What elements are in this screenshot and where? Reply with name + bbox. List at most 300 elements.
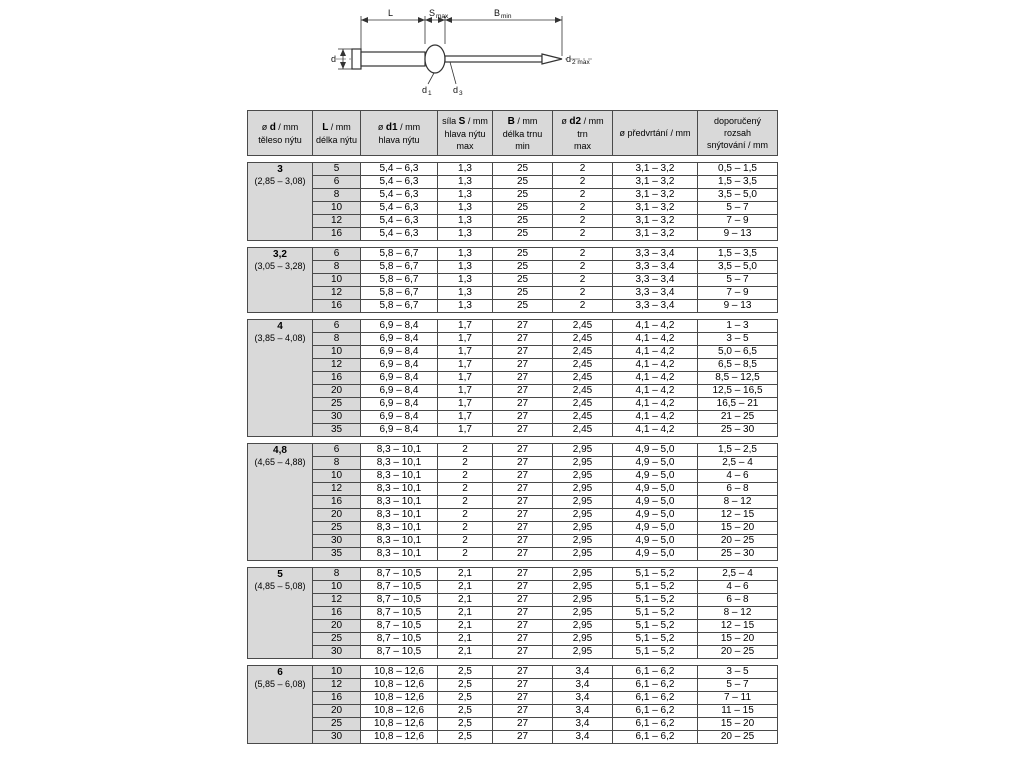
table-row — [248, 189, 778, 202]
cell-predrill-diameter: 5,1 – 5,2 — [613, 633, 698, 646]
cell-mandrel-diameter: 2,45 — [553, 320, 613, 333]
cell-head-diameter: 8,7 – 10,5 — [361, 581, 438, 594]
group-diameter-range: (5,85 – 6,08) — [254, 679, 306, 689]
cell-length: 35 — [313, 548, 361, 561]
cell-length: 16 — [313, 607, 361, 620]
column-header: ø předvrtání / mm — [613, 111, 698, 156]
cell-predrill-diameter: 4,1 – 4,2 — [613, 385, 698, 398]
group-diameter: 5 — [277, 569, 283, 580]
column-header: B / mm délka trnu min — [493, 111, 553, 156]
cell-mandrel-diameter: 2 — [553, 274, 613, 287]
cell-predrill-diameter: 3,3 – 3,4 — [613, 274, 698, 287]
cell-mandrel-diameter: 2,95 — [553, 620, 613, 633]
cell-length: 16 — [313, 300, 361, 313]
cell-length: 10 — [313, 581, 361, 594]
label-d3-sub: 3 — [459, 90, 463, 97]
cell-length: 6 — [313, 248, 361, 261]
cell-predrill-diameter: 4,9 – 5,0 — [613, 457, 698, 470]
table-row — [248, 705, 778, 718]
cell-predrill-diameter: 5,1 – 5,2 — [613, 607, 698, 620]
cell-mandrel-diameter: 2,95 — [553, 633, 613, 646]
cell-mandrel-length: 27 — [493, 522, 553, 535]
table-row — [248, 228, 778, 241]
cell-head-thickness: 1,3 — [438, 287, 493, 300]
label-d: d — [331, 54, 337, 64]
header-row — [248, 111, 778, 156]
cell-mandrel-length: 27 — [493, 705, 553, 718]
cell-rivet-range: 6,5 – 8,5 — [698, 359, 778, 372]
cell-mandrel-diameter: 2,95 — [553, 548, 613, 561]
table-row — [248, 398, 778, 411]
cell-head-diameter: 6,9 – 8,4 — [361, 333, 438, 346]
cell-length: 16 — [313, 228, 361, 241]
cell-predrill-diameter: 5,1 – 5,2 — [613, 646, 698, 659]
table-row — [248, 607, 778, 620]
cell-rivet-range: 25 – 30 — [698, 424, 778, 437]
cell-mandrel-length: 27 — [493, 496, 553, 509]
cell-mandrel-length: 27 — [493, 548, 553, 561]
cell-mandrel-diameter: 2 — [553, 189, 613, 202]
table-row — [248, 320, 778, 333]
cell-head-diameter: 5,8 – 6,7 — [361, 261, 438, 274]
cell-mandrel-diameter: 2 — [553, 300, 613, 313]
cell-mandrel-diameter: 2,95 — [553, 522, 613, 535]
column-header: doporučený rozsah snýtování / mm — [698, 111, 778, 156]
cell-head-thickness: 1,7 — [438, 346, 493, 359]
cell-predrill-diameter: 4,9 – 5,0 — [613, 444, 698, 457]
cell-mandrel-length: 27 — [493, 718, 553, 731]
cell-length: 20 — [313, 509, 361, 522]
cell-rivet-range: 7 – 9 — [698, 215, 778, 228]
cell-rivet-range: 5 – 7 — [698, 274, 778, 287]
cell-head-diameter: 8,3 – 10,1 — [361, 522, 438, 535]
cell-predrill-diameter: 3,1 – 3,2 — [613, 202, 698, 215]
cell-predrill-diameter: 4,1 – 4,2 — [613, 424, 698, 437]
cell-head-thickness: 1,7 — [438, 359, 493, 372]
column-header: ø d / mm těleso nýtu — [248, 111, 313, 156]
cell-rivet-range: 3,5 – 5,0 — [698, 189, 778, 202]
cell-mandrel-diameter: 3,4 — [553, 731, 613, 744]
cell-mandrel-diameter: 3,4 — [553, 692, 613, 705]
cell-predrill-diameter: 5,1 – 5,2 — [613, 581, 698, 594]
cell-length: 16 — [313, 372, 361, 385]
cell-predrill-diameter: 3,1 – 3,2 — [613, 228, 698, 241]
cell-head-diameter: 5,8 – 6,7 — [361, 248, 438, 261]
cell-head-thickness: 1,3 — [438, 300, 493, 313]
cell-head-thickness: 2 — [438, 535, 493, 548]
table-row — [248, 372, 778, 385]
cell-predrill-diameter: 6,1 – 6,2 — [613, 731, 698, 744]
cell-mandrel-diameter: 3,4 — [553, 718, 613, 731]
cell-head-thickness: 2,1 — [438, 646, 493, 659]
leader-d3-line — [450, 62, 456, 84]
cell-head-thickness: 2 — [438, 457, 493, 470]
rivet-group-table — [247, 567, 778, 659]
table-row — [248, 359, 778, 372]
cell-mandrel-diameter: 3,4 — [553, 679, 613, 692]
cell-predrill-diameter: 4,9 – 5,0 — [613, 522, 698, 535]
cell-mandrel-length: 27 — [493, 535, 553, 548]
cell-predrill-diameter: 4,1 – 4,2 — [613, 320, 698, 333]
cell-predrill-diameter: 4,9 – 5,0 — [613, 496, 698, 509]
cell-rivet-range: 6 – 8 — [698, 483, 778, 496]
cell-length: 35 — [313, 424, 361, 437]
cell-rivet-range: 12 – 15 — [698, 509, 778, 522]
cell-mandrel-length: 27 — [493, 444, 553, 457]
cell-head-diameter: 10,8 – 12,6 — [361, 731, 438, 744]
cell-head-diameter: 10,8 – 12,6 — [361, 666, 438, 679]
spec-table-groups — [247, 162, 779, 744]
cell-head-thickness: 1,7 — [438, 333, 493, 346]
cell-predrill-diameter: 3,3 – 3,4 — [613, 248, 698, 261]
table-row — [248, 470, 778, 483]
mandrel-head-shape — [352, 49, 361, 69]
cell-length: 16 — [313, 692, 361, 705]
cell-predrill-diameter: 3,1 – 3,2 — [613, 176, 698, 189]
table-row — [248, 261, 778, 274]
cell-predrill-diameter: 4,9 – 5,0 — [613, 548, 698, 561]
cell-head-diameter: 8,3 – 10,1 — [361, 496, 438, 509]
cell-rivet-range: 0,5 – 1,5 — [698, 163, 778, 176]
cell-predrill-diameter: 4,9 – 5,0 — [613, 470, 698, 483]
cell-head-thickness: 2,5 — [438, 666, 493, 679]
cell-head-thickness: 2 — [438, 548, 493, 561]
cell-mandrel-length: 25 — [493, 163, 553, 176]
cell-head-diameter: 8,7 – 10,5 — [361, 594, 438, 607]
table-row — [248, 333, 778, 346]
cell-mandrel-diameter: 2,95 — [553, 483, 613, 496]
cell-head-thickness: 2,5 — [438, 692, 493, 705]
cell-mandrel-length: 25 — [493, 228, 553, 241]
cell-head-thickness: 1,7 — [438, 320, 493, 333]
cell-mandrel-length: 27 — [493, 359, 553, 372]
cell-rivet-range: 9 – 13 — [698, 228, 778, 241]
cell-rivet-range: 6 – 8 — [698, 594, 778, 607]
cell-rivet-range: 5 – 7 — [698, 202, 778, 215]
cell-mandrel-diameter: 2,95 — [553, 646, 613, 659]
cell-head-thickness: 2,1 — [438, 633, 493, 646]
cell-rivet-range: 12 – 15 — [698, 620, 778, 633]
table-row — [248, 444, 778, 457]
cell-head-thickness: 1,3 — [438, 163, 493, 176]
label-d2: d — [566, 54, 572, 64]
cell-head-thickness: 1,3 — [438, 215, 493, 228]
cell-mandrel-length: 27 — [493, 607, 553, 620]
table-row — [248, 346, 778, 359]
group-diameter-cell — [248, 248, 313, 313]
cell-head-diameter: 10,8 – 12,6 — [361, 718, 438, 731]
rivet-group-table — [247, 162, 778, 241]
cell-length: 8 — [313, 568, 361, 581]
group-diameter-cell — [248, 163, 313, 241]
cell-rivet-range: 1,5 – 3,5 — [698, 176, 778, 189]
cell-mandrel-diameter: 2,45 — [553, 411, 613, 424]
cell-mandrel-diameter: 2,95 — [553, 444, 613, 457]
cell-rivet-range: 25 – 30 — [698, 548, 778, 561]
table-row — [248, 274, 778, 287]
rivet-body-shape — [361, 52, 425, 66]
cell-mandrel-length: 27 — [493, 666, 553, 679]
cell-predrill-diameter: 4,9 – 5,0 — [613, 535, 698, 548]
cell-head-diameter: 8,3 – 10,1 — [361, 483, 438, 496]
cell-head-thickness: 2 — [438, 496, 493, 509]
label-B-sub: min — [501, 13, 512, 20]
cell-head-thickness: 2,1 — [438, 607, 493, 620]
cell-predrill-diameter: 4,1 – 4,2 — [613, 333, 698, 346]
cell-head-thickness: 2,5 — [438, 718, 493, 731]
cell-mandrel-diameter: 2,45 — [553, 398, 613, 411]
cell-mandrel-length: 25 — [493, 261, 553, 274]
cell-head-diameter: 5,4 – 6,3 — [361, 215, 438, 228]
cell-head-diameter: 5,4 – 6,3 — [361, 202, 438, 215]
cell-rivet-range: 1,5 – 3,5 — [698, 248, 778, 261]
rivet-spec-table — [247, 110, 779, 744]
cell-mandrel-length: 25 — [493, 248, 553, 261]
cell-mandrel-diameter: 2,95 — [553, 607, 613, 620]
cell-head-thickness: 2 — [438, 522, 493, 535]
cell-head-diameter: 6,9 – 8,4 — [361, 346, 438, 359]
cell-mandrel-length: 27 — [493, 346, 553, 359]
cell-predrill-diameter: 4,1 – 4,2 — [613, 411, 698, 424]
group-diameter-cell — [248, 666, 313, 744]
cell-predrill-diameter: 4,9 – 5,0 — [613, 509, 698, 522]
cell-head-thickness: 2,5 — [438, 705, 493, 718]
mandrel-shaft-shape — [445, 56, 542, 62]
cell-length: 10 — [313, 666, 361, 679]
group-diameter: 4,8 — [273, 445, 287, 456]
cell-head-diameter: 8,3 – 10,1 — [361, 535, 438, 548]
cell-head-diameter: 10,8 – 12,6 — [361, 692, 438, 705]
cell-mandrel-diameter: 2,45 — [553, 346, 613, 359]
cell-length: 12 — [313, 483, 361, 496]
cell-mandrel-length: 27 — [493, 424, 553, 437]
cell-mandrel-diameter: 2 — [553, 248, 613, 261]
cell-length: 8 — [313, 333, 361, 346]
cell-length: 6 — [313, 176, 361, 189]
cell-head-thickness: 1,7 — [438, 424, 493, 437]
cell-length: 12 — [313, 359, 361, 372]
table-row — [248, 496, 778, 509]
table-row — [248, 633, 778, 646]
cell-head-thickness: 1,3 — [438, 189, 493, 202]
table-row — [248, 548, 778, 561]
cell-length: 30 — [313, 535, 361, 548]
spec-table-header — [247, 110, 778, 156]
cell-rivet-range: 3,5 – 5,0 — [698, 261, 778, 274]
table-row — [248, 535, 778, 548]
cell-predrill-diameter: 6,1 – 6,2 — [613, 666, 698, 679]
cell-rivet-range: 20 – 25 — [698, 731, 778, 744]
cell-mandrel-diameter: 2,95 — [553, 568, 613, 581]
table-row — [248, 679, 778, 692]
cell-head-thickness: 1,7 — [438, 372, 493, 385]
leader-d1-line — [428, 73, 434, 84]
cell-head-thickness: 2 — [438, 444, 493, 457]
cell-length: 6 — [313, 320, 361, 333]
cell-rivet-range: 3 – 5 — [698, 666, 778, 679]
table-row — [248, 300, 778, 313]
group-diameter: 4 — [277, 321, 283, 332]
group-diameter-range: (3,85 – 4,08) — [254, 333, 306, 343]
cell-rivet-range: 15 – 20 — [698, 633, 778, 646]
table-row — [248, 666, 778, 679]
cell-mandrel-length: 25 — [493, 176, 553, 189]
cell-mandrel-diameter: 3,4 — [553, 666, 613, 679]
cell-predrill-diameter: 3,1 – 3,2 — [613, 215, 698, 228]
cell-head-thickness: 1,3 — [438, 228, 493, 241]
cell-predrill-diameter: 6,1 – 6,2 — [613, 705, 698, 718]
cell-mandrel-length: 27 — [493, 581, 553, 594]
cell-head-diameter: 8,7 – 10,5 — [361, 620, 438, 633]
cell-head-thickness: 2,5 — [438, 731, 493, 744]
group-diameter-range: (3,05 – 3,28) — [254, 261, 306, 271]
cell-mandrel-diameter: 2 — [553, 202, 613, 215]
column-header: ø d2 / mm trn max — [553, 111, 613, 156]
rivet-group-table — [247, 665, 778, 744]
table-row — [248, 581, 778, 594]
cell-rivet-range: 8,5 – 12,5 — [698, 372, 778, 385]
label-S-sub: max — [436, 13, 449, 20]
table-row — [248, 411, 778, 424]
table-row — [248, 509, 778, 522]
cell-head-thickness: 1,7 — [438, 411, 493, 424]
cell-length: 12 — [313, 594, 361, 607]
cell-head-thickness: 2,5 — [438, 679, 493, 692]
cell-mandrel-diameter: 2,45 — [553, 424, 613, 437]
column-header: L / mm délka nýtu — [313, 111, 361, 156]
cell-head-thickness: 2,1 — [438, 568, 493, 581]
table-row — [248, 424, 778, 437]
cell-head-diameter: 10,8 – 12,6 — [361, 705, 438, 718]
cell-mandrel-length: 27 — [493, 398, 553, 411]
table-row — [248, 287, 778, 300]
column-header: síla S / mm hlava nýtu max — [438, 111, 493, 156]
cell-rivet-range: 11 – 15 — [698, 705, 778, 718]
cell-head-thickness: 2,1 — [438, 594, 493, 607]
cell-predrill-diameter: 4,1 – 4,2 — [613, 398, 698, 411]
cell-head-diameter: 6,9 – 8,4 — [361, 398, 438, 411]
table-row — [248, 457, 778, 470]
table-row — [248, 522, 778, 535]
group-diameter-range: (4,65 – 4,88) — [254, 457, 306, 467]
cell-predrill-diameter: 4,1 – 4,2 — [613, 359, 698, 372]
cell-predrill-diameter: 3,1 – 3,2 — [613, 163, 698, 176]
cell-mandrel-length: 27 — [493, 483, 553, 496]
label-d2-sub: 2 max — [572, 59, 590, 66]
cell-predrill-diameter: 3,3 – 3,4 — [613, 261, 698, 274]
cell-mandrel-length: 27 — [493, 679, 553, 692]
cell-head-diameter: 5,8 – 6,7 — [361, 300, 438, 313]
cell-mandrel-length: 27 — [493, 411, 553, 424]
table-row — [248, 202, 778, 215]
mandrel-tip-shape — [542, 54, 562, 64]
cell-head-diameter: 6,9 – 8,4 — [361, 385, 438, 398]
cell-mandrel-length: 27 — [493, 620, 553, 633]
cell-head-diameter: 8,7 – 10,5 — [361, 607, 438, 620]
cell-rivet-range: 15 – 20 — [698, 718, 778, 731]
cell-mandrel-diameter: 2 — [553, 215, 613, 228]
cell-rivet-range: 12,5 – 16,5 — [698, 385, 778, 398]
cell-head-diameter: 5,4 – 6,3 — [361, 228, 438, 241]
cell-rivet-range: 2,5 – 4 — [698, 457, 778, 470]
cell-length: 25 — [313, 718, 361, 731]
cell-mandrel-diameter: 2,95 — [553, 470, 613, 483]
cell-head-diameter: 8,7 – 10,5 — [361, 568, 438, 581]
cell-length: 10 — [313, 202, 361, 215]
cell-length: 12 — [313, 679, 361, 692]
cell-head-thickness: 1,7 — [438, 398, 493, 411]
table-row — [248, 163, 778, 176]
cell-head-thickness: 1,3 — [438, 261, 493, 274]
cell-rivet-range: 4 – 6 — [698, 470, 778, 483]
cell-mandrel-diameter: 2,45 — [553, 372, 613, 385]
cell-head-diameter: 5,8 – 6,7 — [361, 274, 438, 287]
cell-predrill-diameter: 3,3 – 3,4 — [613, 300, 698, 313]
table-row — [248, 248, 778, 261]
cell-mandrel-length: 25 — [493, 189, 553, 202]
cell-mandrel-diameter: 3,4 — [553, 705, 613, 718]
cell-rivet-range: 20 – 25 — [698, 535, 778, 548]
cell-head-diameter: 8,3 – 10,1 — [361, 509, 438, 522]
cell-rivet-range: 4 – 6 — [698, 581, 778, 594]
cell-mandrel-diameter: 2,45 — [553, 359, 613, 372]
cell-rivet-range: 15 – 20 — [698, 522, 778, 535]
rivet-group-table — [247, 443, 778, 561]
cell-mandrel-length: 27 — [493, 470, 553, 483]
group-diameter-range: (2,85 – 3,08) — [254, 176, 306, 186]
cell-mandrel-length: 27 — [493, 594, 553, 607]
table-row — [248, 215, 778, 228]
cell-mandrel-diameter: 2 — [553, 287, 613, 300]
group-diameter: 3,2 — [273, 249, 287, 260]
cell-head-diameter: 6,9 – 8,4 — [361, 411, 438, 424]
cell-length: 8 — [313, 261, 361, 274]
cell-rivet-range: 16,5 – 21 — [698, 398, 778, 411]
cell-head-thickness: 1,3 — [438, 248, 493, 261]
cell-head-diameter: 10,8 – 12,6 — [361, 679, 438, 692]
cell-rivet-range: 9 – 13 — [698, 300, 778, 313]
cell-mandrel-length: 27 — [493, 372, 553, 385]
cell-mandrel-length: 27 — [493, 457, 553, 470]
cell-predrill-diameter: 5,1 – 5,2 — [613, 594, 698, 607]
cell-head-diameter: 8,3 – 10,1 — [361, 470, 438, 483]
cell-predrill-diameter: 4,1 – 4,2 — [613, 372, 698, 385]
cell-rivet-range: 8 – 12 — [698, 607, 778, 620]
cell-rivet-range: 1,5 – 2,5 — [698, 444, 778, 457]
cell-length: 16 — [313, 496, 361, 509]
cell-mandrel-diameter: 2,45 — [553, 333, 613, 346]
cell-head-diameter: 5,4 – 6,3 — [361, 176, 438, 189]
cell-rivet-range: 8 – 12 — [698, 496, 778, 509]
cell-mandrel-length: 25 — [493, 300, 553, 313]
cell-head-diameter: 8,7 – 10,5 — [361, 633, 438, 646]
cell-head-thickness: 1,3 — [438, 202, 493, 215]
cell-predrill-diameter: 4,1 – 4,2 — [613, 346, 698, 359]
cell-rivet-range: 21 – 25 — [698, 411, 778, 424]
cell-mandrel-length: 27 — [493, 646, 553, 659]
cell-head-diameter: 6,9 – 8,4 — [361, 424, 438, 437]
cell-length: 12 — [313, 215, 361, 228]
cell-mandrel-length: 25 — [493, 202, 553, 215]
cell-mandrel-length: 27 — [493, 731, 553, 744]
table-row — [248, 731, 778, 744]
label-d3: d — [453, 85, 459, 95]
label-L: L — [388, 8, 394, 18]
cell-mandrel-length: 27 — [493, 509, 553, 522]
cell-mandrel-length: 27 — [493, 633, 553, 646]
cell-length: 6 — [313, 444, 361, 457]
cell-mandrel-length: 27 — [493, 385, 553, 398]
